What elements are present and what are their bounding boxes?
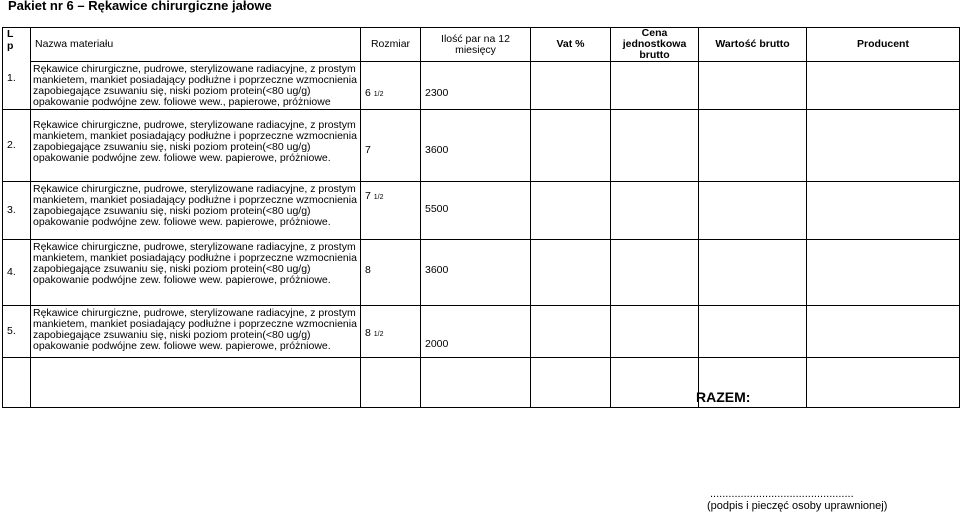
row-qty: 2000	[421, 306, 531, 358]
row-description: Rękawice chirurgiczne, pudrowe, sterylizowane radiacyjne, z prostym mankietem, mankiet posiadający podłużne i poprzeczne wzmocnienia zapobiegające zsuwaniu się, niski poziom protein(<80 ug/g) opakowanie podwójne zew. foliowe wew. papierowe, próżniowe.	[31, 240, 361, 306]
page-title: Pakiet nr 6 – Rękawice chirurgiczne jałowe	[8, 0, 272, 13]
header-producent: Producent	[807, 28, 960, 62]
table-row	[3, 182, 960, 240]
table-row	[3, 306, 960, 358]
row-description: Rękawice chirurgiczne, pudrowe, sterylizowane radiacyjne, z prostym mankietem, mankiet posiadający podłużne i poprzeczne wzmocnienia zapobiegające zsuwaniu się, niski poziom protein(<80 ug/g) opakowanie podwójne zew. foliowe wew. papierowe, próżniowe.	[31, 182, 361, 240]
row-size: 6 1/2	[361, 62, 421, 110]
header-name: Nazwa materiału	[31, 28, 361, 62]
table-row	[3, 240, 960, 306]
header-lp: L p 1.	[3, 28, 31, 110]
signature-line: ...............................................	[710, 488, 854, 500]
row-description: Rękawice chirurgiczne, pudrowe, sterylizowane radiacyjne, z prostym mankietem, mankiet posiadający podłużne i poprzeczne wzmocnienia zapobiegające zsuwaniu się, niski poziom protein(<80 ug/g) opakowanie podwójne zew. foliowe wew., papierowe, próżniowe	[31, 62, 361, 110]
row-number: 1.	[7, 72, 16, 84]
row-qty: 3600	[421, 240, 531, 306]
table-row	[3, 358, 960, 408]
row-number: 5.	[3, 306, 31, 358]
signature-label: (podpis i pieczęć osoby uprawnionej)	[707, 500, 888, 512]
row-qty: 5500	[421, 182, 531, 240]
row-size: 7 1/2	[361, 182, 421, 240]
row-qty: 2300	[421, 62, 531, 110]
row-size: 8	[361, 240, 421, 306]
header-rozmiar: Rozmiar	[361, 28, 421, 62]
materials-table	[2, 27, 960, 408]
table-row	[3, 62, 960, 110]
row-size: 7	[361, 110, 421, 182]
row-number: 2.	[3, 110, 31, 182]
row-number: 3.	[3, 182, 31, 240]
header-ilosc: Ilość par na 12 miesięcy	[421, 28, 531, 62]
table-header-row	[3, 28, 960, 62]
row-size: 8 1/2	[361, 306, 421, 358]
header-vat: Vat %	[531, 28, 611, 62]
row-description: Rękawice chirurgiczne, pudrowe, sterylizowane radiacyjne, z prostym mankietem, mankiet posiadający podłużne i poprzeczne wzmocnienia zapobiegające zsuwaniu się, niski poziom protein(<80 ug/g) opakowanie podwójne zew. foliowe wew. papierowe, próżniowe.	[31, 110, 361, 182]
row-description: Rękawice chirurgiczne, pudrowe, sterylizowane radiacyjne, z prostym mankietem, mankiet posiadający podłużne i poprzeczne wzmocnienia zapobiegające zsuwaniu się, niski poziom protein(<80 ug/g) opakowanie podwójne zew. foliowe wew. papierowe, próżniowe.	[31, 306, 361, 358]
header-wartosc: Wartość brutto	[699, 28, 807, 62]
table-row	[3, 110, 960, 182]
total-label: RAZEM:	[696, 389, 751, 405]
header-cena: Cena jednostkowa brutto	[611, 28, 699, 62]
row-qty: 3600	[421, 110, 531, 182]
row-number: 4.	[3, 240, 31, 306]
